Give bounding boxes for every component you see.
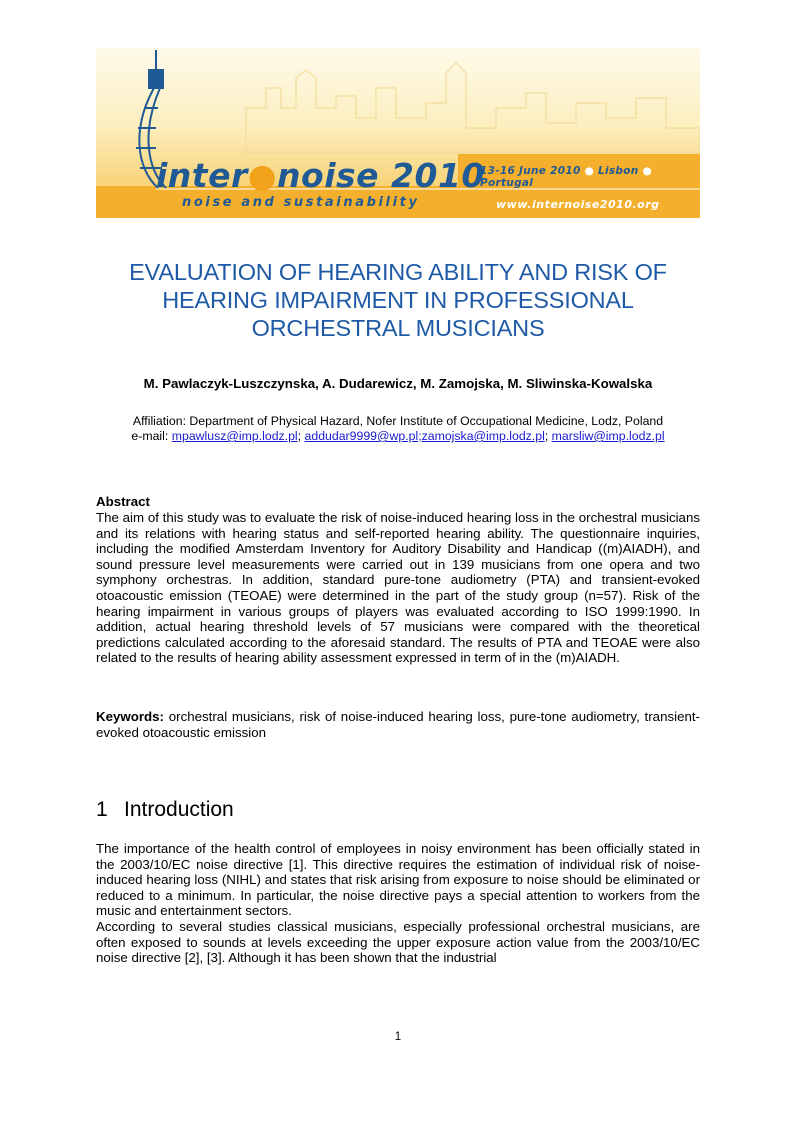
intro-text-2: According to several studies classical musicians, especially professional orchestral musicians, are often exposed to sounds at levels exceeding the upper exposure action value from the 2003/10/EC noise directive [2], [3]. Although it has been shown that the industrial xyxy=(96,919,700,966)
intro-paragraph-1 xyxy=(96,841,700,919)
keywords-block xyxy=(96,709,700,740)
section-heading-introduction xyxy=(96,798,234,822)
abstract-body xyxy=(96,510,700,666)
section-number: 1 xyxy=(96,798,108,821)
paper-authors: M. Pawlaczyk-Luszczynska, A. Dudarewicz, M. Zamojska, M. Sliwinska-Kowalska xyxy=(143,376,653,391)
abstract-heading: Abstract xyxy=(96,494,150,509)
email-link-3[interactable]: marsliw@imp.lodz.pl xyxy=(551,429,665,443)
paper-title: EVALUATION OF HEARING ABILITY AND RISK OF HEARING IMPAIRMENT IN PROFESSIONAL ORCHESTRAL MUSICIANS xyxy=(129,259,667,341)
abstract-text: The aim of this study was to evaluate the risk of noise-induced hearing loss in the orchestral musicians and its relations with hearing status and self-reported hearing ability. The questionnaire inquiries, including the modified Amsterdam Inventory for Auditory Disability and Handicap ((m)AIADH), and sound pressure level measurements were carried out in 139 musicians from one opera and two symphony orchestras. In addition, standard pure-tone audiometry (PTA) and transient-evoked otoacoustic emission (TEOAE) were determined in the part of the study group (n=57). Risk of the hearing impairment in various groups of players was evaluated according to ISO 1999:1990. In addition, actual hearing threshold levels of 57 musicians were compared with the theoretical predictions calculated according to the aforesaid standard. The results of PTA and TEOAE were also related to the results of hearing ability assessment expressed in term of in the (m)AIADH. xyxy=(96,510,700,666)
keywords-text: orchestral musicians, risk of noise-induced hearing loss, pure-tone audiometry, transient-evoked otoacoustic emission xyxy=(96,709,700,740)
page-number: 1 xyxy=(394,1031,402,1043)
affiliation-text: Affiliation: Department of Physical Hazard, Nofer Institute of Occupational Medicine, Lodz, Poland xyxy=(132,414,664,428)
intro-text-1: The importance of the health control of employees in noisy environment has been officially stated in the 2003/10/EC noise directive [1]. This directive requires the estimation of individual risk of noise-induced hearing loss (NIHL) and states that risk arising from exposure to noise should be eliminated or reduced to a minimum. In particular, the noise directive pays a special attention to workers from the music and entertainment sectors. xyxy=(96,841,700,919)
email-link-2[interactable]: addudar9999@wp.pl;zamojska@imp.lodz.pl xyxy=(304,429,545,443)
section-title: Introduction xyxy=(124,798,234,821)
brand-logo-text: inter●noise 2010 xyxy=(156,156,485,195)
banner-dates: 13-16 June 2010 ● Lisbon ● Portugal xyxy=(480,165,652,189)
email-line: e-mail: mpawlusz@imp.lodz.pl; addudar9999@wp.pl;zamojska@imp.lodz.pl; marsliw@imp.lodz.pl xyxy=(131,429,665,443)
email-link-1[interactable]: mpawlusz@imp.lodz.pl xyxy=(171,429,298,443)
banner-website: www.internoise2010.org xyxy=(496,198,660,211)
keywords-label: Keywords: xyxy=(96,709,164,724)
banner-tagline: noise and sustainability xyxy=(182,195,420,210)
affiliation-block xyxy=(96,414,700,444)
conference-banner xyxy=(96,48,700,218)
intro-paragraph-2 xyxy=(96,919,700,966)
